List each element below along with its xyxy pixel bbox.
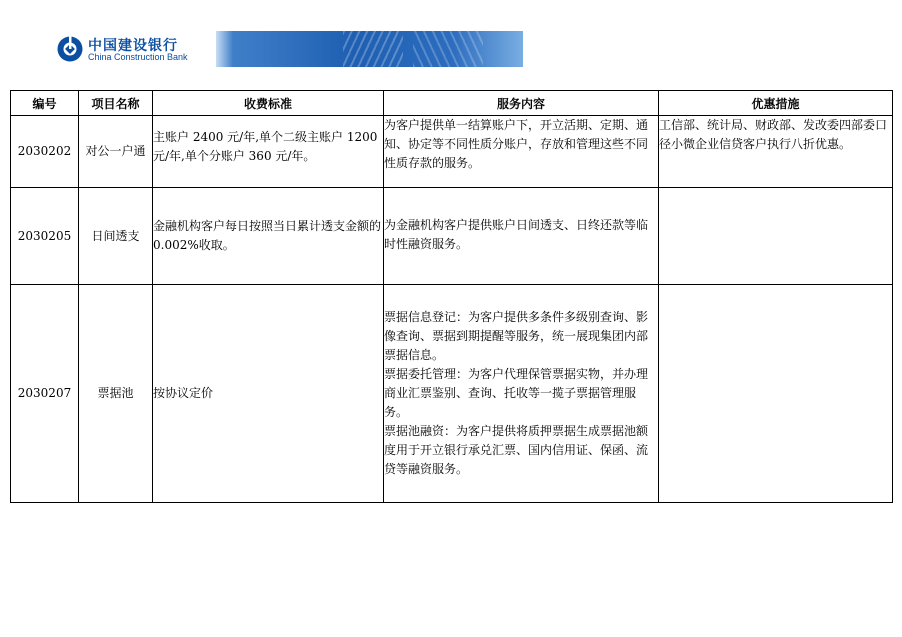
service-content (384, 188, 659, 285)
column-header-id: 编号 (11, 91, 79, 116)
service-paragraph: 票据信息登记：为客户提供多条件多级别查询、影像查询、票据到期提醒等服务，统一展现集团内部票据信息。 (384, 310, 649, 362)
discount-measures (659, 188, 893, 285)
fee-standard: 按协议定价 (153, 285, 384, 503)
item-name: 日间透支 (79, 188, 153, 285)
service-content (384, 285, 659, 503)
item-id: 2030207 (11, 285, 79, 503)
header-banner (53, 31, 523, 67)
service-paragraph: 为客户提供单一结算账户下，开立活期、定期、通知、协定等不同性质分账户，存放和管理这些不同性质存款的服务。 (384, 118, 649, 170)
column-header-discount: 优惠措施 (659, 91, 893, 116)
table-row (11, 188, 893, 285)
item-name: 对公一户通 (79, 116, 153, 188)
table-row (11, 116, 893, 188)
table-header-row (11, 91, 893, 116)
discount-measures (659, 285, 893, 503)
service-paragraph: 票据池融资：为客户提供将质押票据生成票据池额度用于开立银行承兑汇票、国内信用证、保函、流贷等融资服务。 (384, 424, 649, 476)
service-paragraph: 票据委托管理：为客户代理保管票据实物，并办理商业汇票鉴别、查询、托收等一揽子票据管理服务。 (384, 367, 649, 419)
discount-measures: 工信部、统计局、财政部、发改委四部委口径小微企业信贷客户执行八折优惠。 (659, 116, 893, 188)
table-row (11, 285, 893, 503)
column-header-name: 项目名称 (79, 91, 153, 116)
bank-name-cn: 中国建设银行 (88, 38, 178, 54)
item-name: 票据池 (79, 285, 153, 503)
item-id: 2030202 (11, 116, 79, 188)
service-content (384, 116, 659, 188)
item-id: 2030205 (11, 188, 79, 285)
fee-standard: 主账户 2400 元/年,单个二级主账户 1200 元/年,单个分账户 360 元/年。 (153, 116, 384, 188)
column-header-service: 服务内容 (384, 91, 659, 116)
service-paragraph: 为金融机构客户提供账户日间透支、日终还款等临时性融资服务。 (384, 218, 649, 251)
fee-standard: 金融机构客户每日按照当日累计透支金额的 0.002%收取。 (153, 188, 384, 285)
ccb-logo-icon (56, 35, 84, 63)
bank-name-en: China Construction Bank (88, 52, 188, 62)
banner-building-graphic (413, 31, 483, 67)
fee-table (10, 90, 893, 503)
column-header-fee: 收费标准 (153, 91, 384, 116)
banner-building-graphic (343, 31, 403, 67)
